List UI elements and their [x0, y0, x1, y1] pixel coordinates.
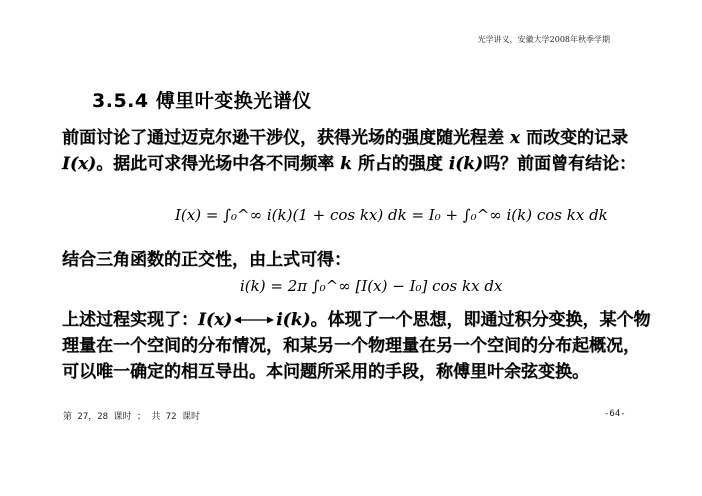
paragraph-conclusion: [62, 307, 652, 385]
paragraph-text: 上述过程实现了：: [62, 310, 198, 330]
section-title: 3.5.4 傅里叶变换光谱仪: [92, 90, 312, 112]
page-number: -64-: [604, 409, 626, 419]
paragraph-text: 。体现了一个思想，即通过积分变换，某个物理量在一个空间的分布情况，和某另一个物理量在另一个空间的分布起概况，可以唯一确定的相互导出。本问题所采用的手段，称傅里叶余弦变换。: [62, 310, 651, 382]
paragraph-text: 吗？前面曾有结论：: [483, 154, 637, 174]
paragraph-intro: [62, 125, 652, 177]
variable-x: x: [509, 128, 521, 148]
variable-k: k: [340, 154, 352, 174]
paragraph-orthogonality: 结合三角函数的正交性，由上式可得：: [62, 250, 351, 270]
equation-spectrum: i(k) = 2π ∫₀^∞ [I(x) − I₀] cos kx dx: [240, 277, 503, 295]
paragraph-text: 所占的强度: [357, 154, 443, 174]
variable-Ix: I(x): [198, 310, 233, 330]
equation-interferogram: I(x) = ∫₀^∞ i(k)(1 + cos kx) dk = I₀ + ∫₀^∞ i(k) cos kx dk: [175, 206, 608, 224]
paragraph-text: 而改变的记录: [525, 128, 628, 148]
variable-ik: i(k): [276, 310, 311, 330]
variable-Ix: I(x): [62, 154, 97, 174]
running-header: 光学讲义，安徽大学2008年秋季学期: [477, 35, 610, 44]
paragraph-text: 。据此可求得光场中各不同频率: [96, 154, 335, 174]
paragraph-text: 前面讨论了通过迈克尔逊干涉仪，获得光场的强度随光程差: [62, 128, 504, 148]
double-arrow-icon: [234, 307, 274, 333]
variable-ik: i(k): [448, 154, 484, 174]
lecture-count: 第 27，28 课时 ； 共 72 课时: [63, 412, 201, 422]
